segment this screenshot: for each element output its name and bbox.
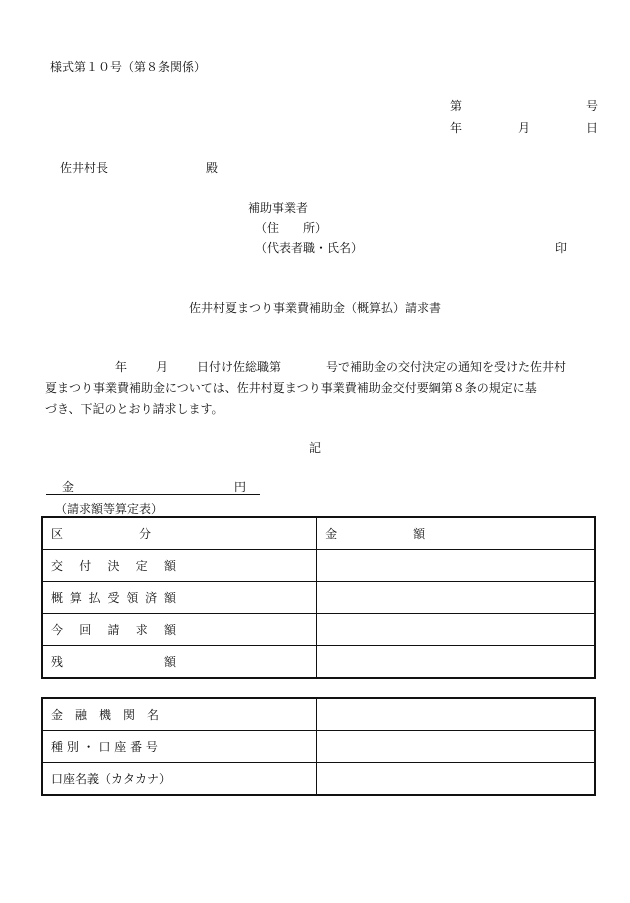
body-dated: 日付け佐総職第 — [197, 360, 282, 374]
body-month: 月 — [156, 360, 169, 374]
account-type-number-field[interactable] — [317, 731, 595, 763]
kofu-kettei-amount-field[interactable] — [317, 550, 595, 582]
calc-table-caption: （請求額等算定表） — [55, 502, 164, 516]
table-row — [42, 698, 595, 731]
header-amount-char-1: 金 — [325, 527, 338, 541]
date-day: 日 — [586, 121, 599, 135]
label-char: 請 — [107, 623, 120, 637]
applicant-rep-label: （代表者職・氏名） — [255, 241, 364, 255]
body-year: 年 — [115, 360, 128, 374]
body-line1-rest: 号で補助金の交付決定の通知を受けた佐井村 — [326, 360, 567, 374]
label-char: 概 — [51, 591, 64, 605]
row-label-kofu-kettei — [42, 550, 317, 582]
header-amount — [317, 517, 595, 550]
label-char: 受 — [107, 591, 120, 605]
body-line2: 夏まつり事業費補助金については、佐井村夏まつり事業費補助金交付要綱第８条の規定に基 — [45, 381, 537, 395]
body-line3: づき、下記のとおり請求します。 — [45, 402, 224, 416]
amount-unit: 円 — [234, 480, 247, 494]
label-char: 額 — [163, 655, 176, 669]
label-char: 交 — [51, 559, 64, 573]
calc-table-header — [42, 517, 595, 550]
label-char: 領 — [126, 591, 139, 605]
bank-name-label: 金 融 機 関 名 — [42, 698, 317, 731]
calc-table — [41, 516, 596, 679]
account-holder-label: 口座名義（カタカナ） — [42, 763, 317, 796]
row-label-zangaku — [42, 646, 317, 679]
label-char: 額 — [163, 623, 176, 637]
addressee-name: 佐井村長 — [60, 161, 109, 175]
amount-label: 金 — [62, 480, 75, 494]
table-row — [42, 646, 595, 679]
header-amount-char-2: 額 — [413, 527, 426, 541]
account-type-number-label: 種 別 ・ 口 座 番 号 — [42, 731, 317, 763]
konkai-seikyu-amount-field[interactable] — [317, 614, 595, 646]
ki-heading: 記 — [308, 441, 321, 455]
header-category — [42, 517, 317, 550]
header-category-char-1: 区 — [51, 527, 64, 541]
label-char: 額 — [163, 559, 176, 573]
label-char: 残 — [51, 655, 64, 669]
bank-table — [41, 697, 596, 796]
table-row — [42, 731, 595, 763]
gaisan-juryo-amount-field[interactable] — [317, 582, 595, 614]
form-id: 様式第１０号（第８条関係） — [50, 60, 207, 74]
zangaku-amount-field[interactable] — [317, 646, 595, 679]
doc-number-suffix: 号 — [586, 99, 599, 113]
label-char: 決 — [107, 559, 120, 573]
label-char: 額 — [163, 591, 176, 605]
account-holder-field[interactable] — [317, 763, 595, 796]
label-char: 払 — [88, 591, 101, 605]
row-label-gaisan-juryo — [42, 582, 317, 614]
label-char: 付 — [79, 559, 92, 573]
table-row — [42, 763, 595, 796]
addressee-honorific: 殿 — [206, 161, 219, 175]
date-month: 月 — [518, 121, 531, 135]
label-char: 済 — [145, 591, 158, 605]
label-char: 算 — [69, 591, 82, 605]
label-char: 定 — [135, 559, 148, 573]
label-char: 求 — [135, 623, 148, 637]
applicant-title: 補助事業者 — [248, 201, 309, 215]
table-row — [42, 614, 595, 646]
row-label-konkai-seikyu — [42, 614, 317, 646]
date-year: 年 — [450, 121, 463, 135]
amount-line — [46, 478, 260, 495]
doc-number-prefix: 第 — [450, 99, 463, 113]
seal-mark: 印 — [555, 241, 568, 255]
table-row — [42, 550, 595, 582]
header-category-char-2: 分 — [138, 527, 151, 541]
document-title: 佐井村夏まつり事業費補助金（概算払）請求書 — [188, 301, 441, 315]
table-row — [42, 582, 595, 614]
label-char: 回 — [79, 623, 92, 637]
applicant-address-label: （住 所） — [255, 221, 328, 235]
bank-name-field[interactable] — [317, 698, 595, 731]
label-char: 今 — [51, 623, 64, 637]
